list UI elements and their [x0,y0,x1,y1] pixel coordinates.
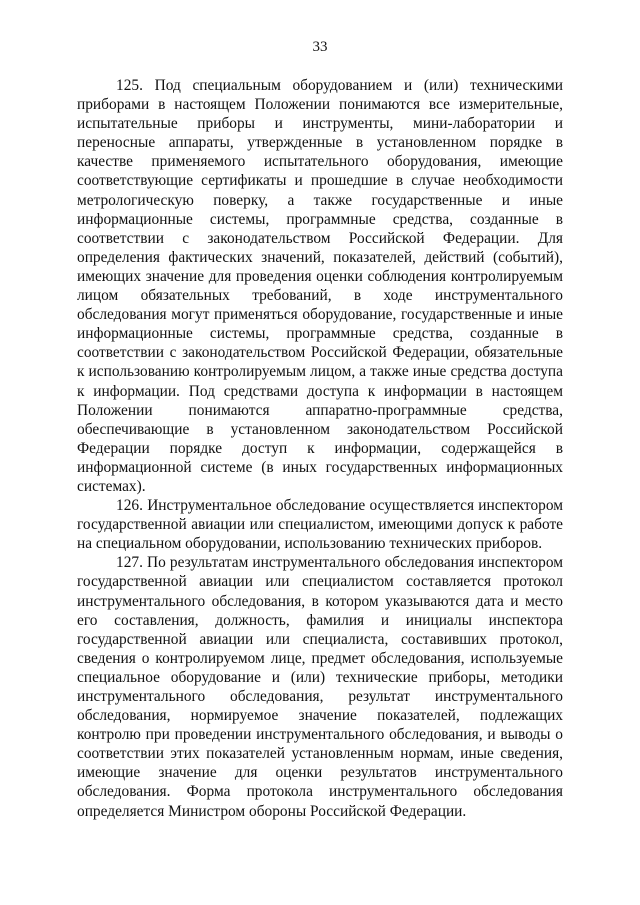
page-number: 33 [312,39,328,55]
document-body [77,76,563,821]
paragraph-127: 127. По результатам инструментального обследования инспектором государственной авиации или специалистом составляется протокол инструментального обследования, в котором указываются дата и место его составления, должность, фамилия и инициалы инспектора государственной авиации или специалиста, составивших протокол, сведения о контролируемом лице, предмет обследования, используемые специальное оборудование и (или) технические приборы, методики инструментального обследования, результат инструментального обследования, нормируемое значение показателей, подлежащих контролю при проведении инструментального обследования, и выводы о соответствии этих показателей установленным нормам, иные сведения, имеющие значение для оценки результатов инструментального обследования. Форма протокола инструментального обследования определяется Министром обороны Российской Федерации. [77,554,563,820]
paragraph-126: 126. Инструментальное обследование осуществляется инспектором государственной авиации или специалистом, имеющими допуск к работе на специальном оборудовании, использованию технических приборов. [77,497,563,553]
paragraph-125: 125. Под специальным оборудованием и (или) техническими приборами в настоящем Положении понимаются все измерительные, испытательные приборы и инструменты, мини-лаборатории и переносные аппараты, утвержденные в установленном порядке в качестве применяемого испытательного оборудования, имеющие соответствующие сертификаты и прошедшие в случае необходимости метрологическую поверку, а также государственные и иные информационные системы, программные средства, созданные в соответствии с законодательством Российской Федерации. Для определения фактических значений, показателей, действий (событий), имеющих значение для проведения оценки соблюдения контролируемым лицом обязательных требований, в ходе инструментального обследования могут применяться оборудование, государственные и иные информационные системы, программные средства, созданные в соответствии с законодательством Российской Федерации, обязательные к использованию контролируемым лицом, а также иные средства доступа к информации. Под средствами доступа к информации в настоящем Положении понимаются аппаратно-программные средства, обеспечивающие в установленном законодательством Российской Федерации порядке доступ к информации, содержащейся в информационной системе (в иных государственных информационных системах). [77,77,563,495]
